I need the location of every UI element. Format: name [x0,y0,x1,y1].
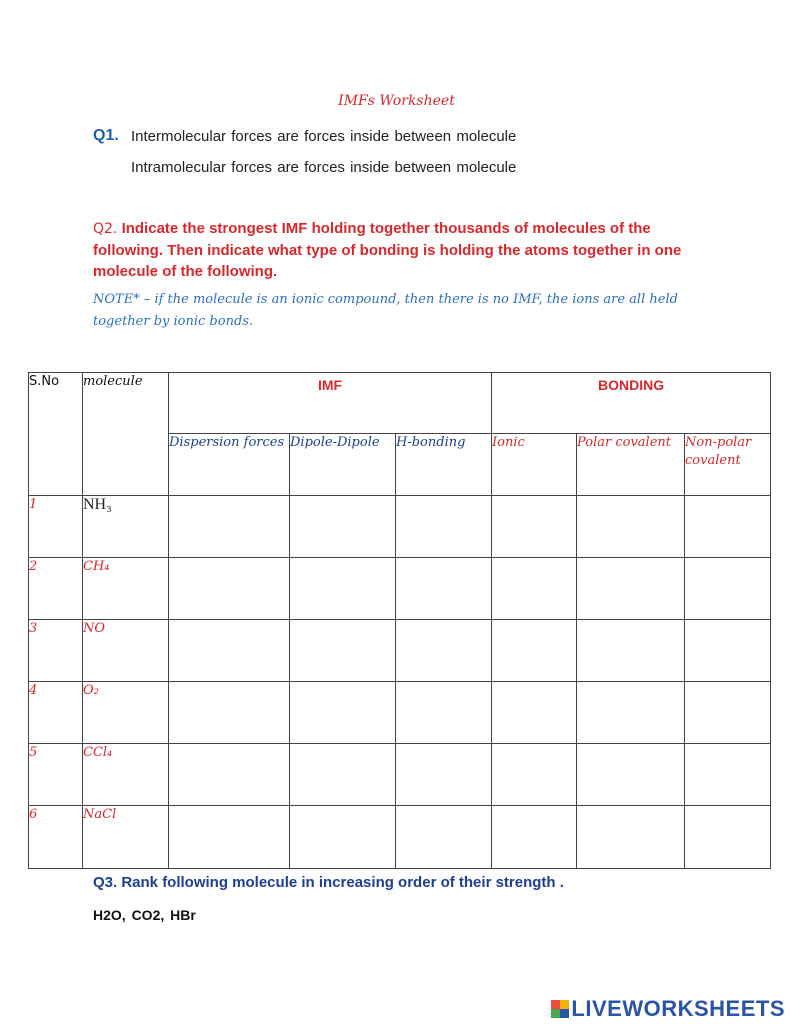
answer-cell[interactable] [492,558,577,620]
q3-molecule-list: H2O, CO2, HBr [93,907,196,923]
answer-cell[interactable] [169,558,290,620]
answer-cell[interactable] [396,558,492,620]
answer-cell[interactable] [685,496,771,558]
liveworksheets-brand-text: LIVEWORKSHEETS [571,996,785,1021]
answer-cell[interactable] [685,558,771,620]
col-dipole-dipole: Dipole-Dipole [290,434,396,496]
answer-cell[interactable] [290,806,396,869]
answer-cell[interactable] [577,682,685,744]
q1-number: Q1. [93,127,119,144]
table-row [29,496,771,558]
table-row [29,620,771,682]
table-row [29,558,771,620]
row-molecule: O₂ [83,682,169,744]
liveworksheets-logo-icon [551,1000,569,1018]
answer-cell[interactable] [290,744,396,806]
answer-cell[interactable] [290,496,396,558]
answer-cell[interactable] [685,744,771,806]
q2-number: Q2. [93,221,118,237]
answer-cell[interactable] [169,620,290,682]
q3-question: Q3. Rank following molecule in increasing order of their strength . [93,874,564,891]
row-molecule: CH₄ [83,558,169,620]
q2-note: NOTE* – if the molecule is an ionic compound, then there is no IMF, the ions are all held together by ionic bonds. [93,292,678,329]
row-molecule: NO [83,620,169,682]
header-molecule: molecule [83,373,169,496]
answer-cell[interactable] [290,620,396,682]
answer-cell[interactable] [685,806,771,869]
answer-cell[interactable] [169,682,290,744]
answer-cell[interactable] [577,620,685,682]
table-row [29,682,771,744]
row-sno: 1 [29,496,83,558]
answer-cell[interactable] [492,496,577,558]
answer-cell[interactable] [396,620,492,682]
table-row [29,744,771,806]
imf-bonding-table [28,372,771,869]
q1-intermolecular-text: Intermolecular forces are forces inside between molecule [131,128,517,145]
answer-cell[interactable] [169,806,290,869]
header-imf: IMF [169,373,492,434]
answer-cell[interactable] [396,744,492,806]
header-sno: S.No [29,373,83,496]
answer-cell[interactable] [492,806,577,869]
row-sno: 4 [29,682,83,744]
answer-cell[interactable] [492,744,577,806]
row-molecule: NaCl [83,806,169,869]
answer-cell[interactable] [492,620,577,682]
header-bonding: BONDING [492,373,771,434]
q2-question [93,218,703,282]
q1-intramolecular-text: Intramolecular forces are forces inside between molecule [131,159,517,176]
liveworksheets-logo [551,996,785,1022]
answer-cell[interactable] [685,620,771,682]
row-molecule: CCl₄ [83,744,169,806]
col-h-bonding: H-bonding [396,434,492,496]
table-row [29,806,771,869]
col-dispersion: Dispersion forces [169,434,290,496]
q2-text: Indicate the strongest IMF holding together thousands of molecules of the following. Then indicate what type of bonding is holding the atoms together in one molecule of the following. [93,220,682,280]
answer-cell[interactable] [577,496,685,558]
answer-cell[interactable] [290,682,396,744]
answer-cell[interactable] [396,496,492,558]
worksheet-title: IMFs Worksheet [338,93,455,109]
answer-cell[interactable] [396,682,492,744]
row-molecule: NH₃ [83,496,169,558]
answer-cell[interactable] [290,558,396,620]
col-ionic: Ionic [492,434,577,496]
answer-cell[interactable] [169,744,290,806]
row-sno: 6 [29,806,83,869]
answer-cell[interactable] [396,806,492,869]
answer-cell[interactable] [577,806,685,869]
row-sno: 2 [29,558,83,620]
col-polar-covalent: Polar covalent [577,434,685,496]
answer-cell[interactable] [492,682,577,744]
answer-cell[interactable] [169,496,290,558]
row-sno: 5 [29,744,83,806]
col-nonpolar-covalent: Non-polar covalent [685,434,771,496]
answer-cell[interactable] [577,744,685,806]
row-sno: 3 [29,620,83,682]
answer-cell[interactable] [577,558,685,620]
answer-cell[interactable] [685,682,771,744]
